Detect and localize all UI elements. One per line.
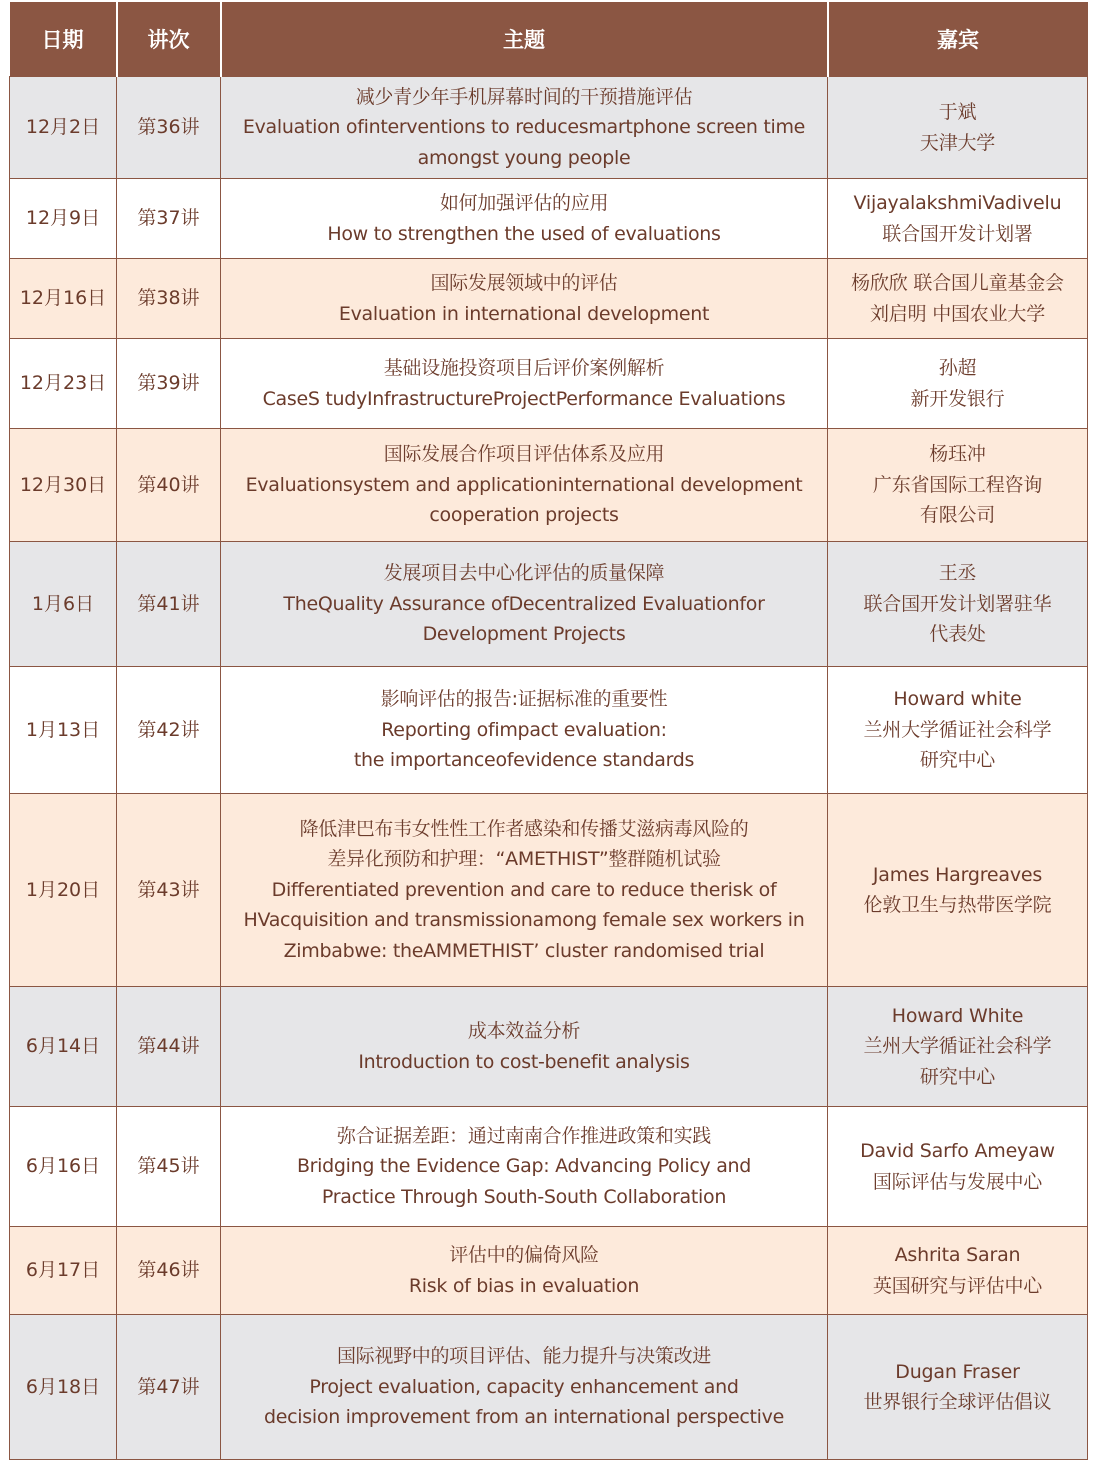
topic-cell bbox=[221, 339, 828, 429]
topic-cell bbox=[221, 987, 828, 1107]
topic-line: cooperation projects bbox=[429, 504, 619, 527]
speaker-line: 兰州大学循证社会科学 bbox=[863, 1035, 1052, 1058]
topic-line: Evaluation in international development bbox=[338, 302, 710, 325]
topic-line: 发展项目去中心化评估的质量保障 bbox=[383, 562, 665, 585]
topic-line: Evaluation ofinterventions to reducesmartphone screen time bbox=[242, 116, 806, 139]
session-cell: 第38讲 bbox=[117, 259, 221, 339]
speaker-cell bbox=[828, 179, 1088, 259]
speaker-line: Ashrita Saran bbox=[894, 1244, 1021, 1266]
topic-cell bbox=[221, 259, 828, 339]
speaker-line: Howard white bbox=[893, 688, 1022, 711]
speaker-cell bbox=[828, 1315, 1088, 1460]
speaker-cell bbox=[828, 429, 1088, 542]
topic-cell bbox=[221, 1227, 828, 1315]
speaker-line: 杨珏冲 bbox=[929, 443, 986, 466]
speaker-line: Dugan Fraser bbox=[895, 1360, 1020, 1383]
speaker-cell bbox=[828, 794, 1088, 987]
speaker-cell bbox=[828, 1227, 1088, 1315]
topic-cell bbox=[221, 1315, 828, 1460]
table-row bbox=[10, 77, 1088, 179]
header-session: 讲次 bbox=[117, 2, 221, 77]
date-cell: 12月2日 bbox=[10, 77, 117, 179]
table-row bbox=[10, 339, 1088, 429]
date-cell: 12月16日 bbox=[10, 259, 117, 339]
speaker-line: 王丞 bbox=[938, 562, 977, 585]
date-cell: 12月9日 bbox=[10, 179, 117, 259]
table-row bbox=[10, 542, 1088, 667]
topic-cell bbox=[221, 429, 828, 542]
speaker-line: 研究中心 bbox=[919, 749, 996, 772]
topic-cell bbox=[221, 542, 828, 667]
header-speaker: 嘉宾 bbox=[828, 2, 1088, 77]
topic-line: 评估中的偏倚风险 bbox=[449, 1244, 599, 1266]
topic-line: 影响评估的报告:证据标准的重要性 bbox=[380, 688, 668, 711]
table-body bbox=[10, 77, 1088, 1460]
topic-line: 成本效益分析 bbox=[467, 1020, 581, 1042]
topic-line: 基础设施投资项目后评价案例解析 bbox=[383, 357, 665, 379]
header-date: 日期 bbox=[10, 2, 117, 77]
speaker-cell bbox=[828, 339, 1088, 429]
session-cell: 第45讲 bbox=[117, 1107, 221, 1227]
speaker-line: James Hargreaves bbox=[872, 863, 1043, 886]
speaker-line: VijayalakshmiVadivelu bbox=[853, 192, 1062, 214]
topic-line: Practice Through South-South Collaboration bbox=[321, 1185, 727, 1208]
topic-line: HVacquisition and transmissionamong female sex workers in bbox=[243, 909, 805, 932]
speaker-line: 联合国开发计划署 bbox=[882, 222, 1033, 245]
speaker-line: 联合国开发计划署驻华 bbox=[863, 592, 1052, 615]
topic-line: 差异化预防和护理：“AMETHIST”整群随机试验 bbox=[327, 848, 721, 871]
session-cell: 第46讲 bbox=[117, 1227, 221, 1315]
session-cell: 第39讲 bbox=[117, 339, 221, 429]
topic-line: Risk of bias in evaluation bbox=[408, 1274, 640, 1297]
topic-line: Development Projects bbox=[422, 623, 626, 646]
date-cell: 12月30日 bbox=[10, 429, 117, 542]
topic-line: Evaluationsystem and applicationinternational development bbox=[245, 473, 803, 496]
speaker-cell bbox=[828, 259, 1088, 339]
session-cell: 第37讲 bbox=[117, 179, 221, 259]
session-cell: 第47讲 bbox=[117, 1315, 221, 1460]
table-row bbox=[10, 179, 1088, 259]
speaker-line: 孙超 bbox=[938, 357, 977, 379]
topic-line: Zimbabwe: theAMMETHIST’ cluster randomised trial bbox=[283, 939, 765, 962]
topic-line: Bridging the Evidence Gap: Advancing Policy and bbox=[296, 1155, 752, 1178]
topic-cell bbox=[221, 77, 828, 179]
table-row bbox=[10, 987, 1088, 1107]
topic-line: 降低津巴布韦女性性工作者感染和传播艾滋病毒风险的 bbox=[299, 817, 749, 840]
table-row bbox=[10, 794, 1088, 987]
topic-line: 弥合证据差距：通过南南合作推进政策和实践 bbox=[336, 1124, 711, 1147]
date-cell: 1月6日 bbox=[10, 542, 117, 667]
topic-line: 国际发展领域中的评估 bbox=[430, 272, 618, 294]
speaker-cell bbox=[828, 987, 1088, 1107]
date-cell: 1月20日 bbox=[10, 794, 117, 987]
topic-line: 国际发展合作项目评估体系及应用 bbox=[383, 443, 665, 466]
topic-line: Project evaluation, capacity enhancement and bbox=[309, 1375, 739, 1398]
speaker-line: 伦敦卫生与热带医学院 bbox=[863, 894, 1052, 916]
session-cell: 第41讲 bbox=[117, 542, 221, 667]
date-cell: 6月18日 bbox=[10, 1315, 117, 1460]
date-cell: 12月23日 bbox=[10, 339, 117, 429]
topic-line: 国际视野中的项目评估、能力提升与决策改进 bbox=[336, 1345, 711, 1368]
table-row bbox=[10, 429, 1088, 542]
topic-cell bbox=[221, 667, 828, 794]
session-cell: 第42讲 bbox=[117, 667, 221, 794]
speaker-line: 兰州大学循证社会科学 bbox=[863, 718, 1052, 741]
lecture-schedule-table bbox=[9, 2, 1088, 1460]
topic-line: 减少青少年手机屏幕时间的干预措施评估 bbox=[355, 85, 693, 108]
speaker-cell bbox=[828, 1107, 1088, 1227]
speaker-line: 世界银行全球评估倡议 bbox=[863, 1391, 1052, 1413]
topic-line: amongst young people bbox=[417, 146, 631, 169]
topic-line: CaseS tudyInfrastructureProjectPerformance Evaluations bbox=[262, 387, 786, 410]
header-topic: 主题 bbox=[221, 2, 828, 77]
topic-line: TheQuality Assurance ofDecentralized Evaluationfor bbox=[283, 592, 765, 615]
date-cell: 6月16日 bbox=[10, 1107, 117, 1227]
speaker-line: 国际评估与发展中心 bbox=[872, 1170, 1043, 1193]
date-cell: 1月13日 bbox=[10, 667, 117, 794]
table-row bbox=[10, 1227, 1088, 1315]
topic-cell bbox=[221, 794, 828, 987]
topic-cell bbox=[221, 1107, 828, 1227]
speaker-line: David Sarfo Ameyaw bbox=[860, 1140, 1055, 1162]
topic-cell bbox=[221, 179, 828, 259]
session-cell: 第44讲 bbox=[117, 987, 221, 1107]
topic-line: decision improvement from an international perspective bbox=[264, 1406, 784, 1429]
speaker-line: 代表处 bbox=[929, 623, 986, 646]
speaker-cell bbox=[828, 542, 1088, 667]
table-row bbox=[10, 259, 1088, 339]
speaker-line: 研究中心 bbox=[919, 1065, 996, 1088]
table-row bbox=[10, 667, 1088, 794]
topic-line: Reporting ofimpact evaluation: bbox=[381, 718, 667, 741]
speaker-line: 广东省国际工程咨询 bbox=[872, 473, 1043, 496]
speaker-line: Howard White bbox=[891, 1004, 1024, 1027]
speaker-line: 英国研究与评估中心 bbox=[872, 1274, 1043, 1297]
speaker-line: 杨欣欣 联合国儿童基金会 bbox=[851, 272, 1064, 294]
speaker-line: 有限公司 bbox=[919, 504, 996, 527]
speaker-cell bbox=[828, 667, 1088, 794]
table-row bbox=[10, 1107, 1088, 1227]
date-cell: 6月17日 bbox=[10, 1227, 117, 1315]
date-cell: 6月14日 bbox=[10, 987, 117, 1107]
session-cell: 第40讲 bbox=[117, 429, 221, 542]
header-row bbox=[10, 2, 1088, 77]
session-cell: 第36讲 bbox=[117, 77, 221, 179]
session-cell: 第43讲 bbox=[117, 794, 221, 987]
speaker-cell bbox=[828, 77, 1088, 179]
topic-line: 如何加强评估的应用 bbox=[439, 192, 609, 214]
speaker-line: 刘启明 中国农业大学 bbox=[869, 302, 1046, 325]
table-row bbox=[10, 1315, 1088, 1460]
speaker-line: 天津大学 bbox=[919, 131, 996, 154]
table-header bbox=[10, 2, 1088, 77]
topic-line: How to strengthen the used of evaluations bbox=[327, 222, 721, 245]
topic-line: Differentiated prevention and care to reduce therisk of bbox=[271, 878, 777, 901]
topic-line: the importanceofevidence standards bbox=[353, 749, 695, 772]
topic-line: Introduction to cost-benefit analysis bbox=[358, 1050, 690, 1073]
speaker-line: 于斌 bbox=[938, 101, 977, 123]
speaker-line: 新开发银行 bbox=[910, 387, 1005, 410]
